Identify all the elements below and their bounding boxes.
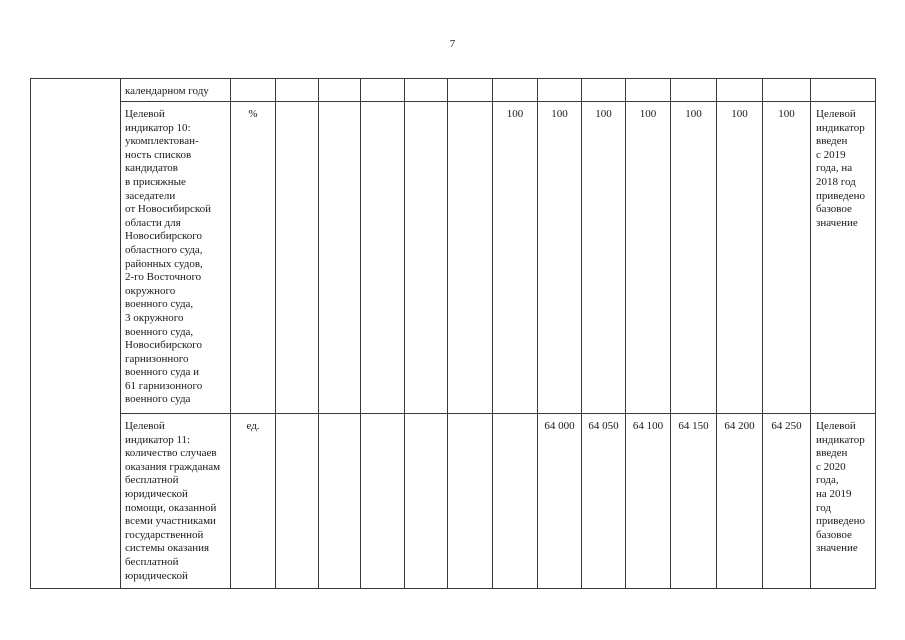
- value-cell: 64 250: [763, 414, 811, 589]
- empty-cell: [763, 79, 811, 102]
- empty-cell: [448, 79, 493, 102]
- indicator-description: календарном году: [121, 79, 231, 102]
- empty-cell: [671, 79, 717, 102]
- merged-section-cell: [31, 79, 121, 589]
- value-cell: 64 200: [717, 414, 763, 589]
- value-cell: 100: [626, 102, 671, 414]
- empty-cell: [405, 414, 448, 589]
- empty-cell: [538, 79, 582, 102]
- empty-cell: [448, 414, 493, 589]
- empty-cell: [405, 102, 448, 414]
- empty-cell: [319, 79, 361, 102]
- empty-cell: [582, 79, 626, 102]
- value-cell: 64 100: [626, 414, 671, 589]
- indicator-description: Целевой индикатор 11: количество случаев оказания гражданам бесплатной юридической помощи, оказанной всеми участниками государственной системы оказания бесплатной юридической: [121, 414, 231, 589]
- empty-cell: [319, 102, 361, 414]
- value-cell: 100: [538, 102, 582, 414]
- empty-cell: [319, 414, 361, 589]
- value-cell: 64 050: [582, 414, 626, 589]
- value-cell: 100: [763, 102, 811, 414]
- empty-cell: [493, 414, 538, 589]
- empty-cell: [276, 102, 319, 414]
- empty-cell: [405, 79, 448, 102]
- value-cell: 100: [671, 102, 717, 414]
- value-cell: 64 150: [671, 414, 717, 589]
- empty-cell: [361, 79, 405, 102]
- empty-cell: [626, 79, 671, 102]
- table-row-calendar-year: [31, 79, 876, 102]
- empty-cell: [276, 79, 319, 102]
- empty-cell: [361, 102, 405, 414]
- note-cell: Целевой индикатор введен с 2020 года, на 2019 год приведено базовое значение: [811, 414, 876, 589]
- empty-cell: [717, 79, 763, 102]
- empty-cell: [493, 79, 538, 102]
- unit-cell: ед.: [231, 414, 276, 589]
- empty-cell: [276, 414, 319, 589]
- empty-cell: [231, 79, 276, 102]
- note-cell: Целевой индикатор введен с 2019 года, на 2018 год приведено базовое значение: [811, 102, 876, 414]
- table-row-indicator-10: [31, 102, 876, 414]
- indicator-table: [30, 78, 876, 589]
- indicator-description: Целевой индикатор 10: укомплектован- ность списков кандидатов в присяжные заседатели от Новосибирской области для Новосибирского областного суда, районных судов, 2-го Восточного окружного военного суда, 3 окружного военного суда, Новосибирского гарнизонного военного суда и 61 гарнизонного военного суда: [121, 102, 231, 414]
- page-number: 7: [449, 38, 456, 50]
- table-row-indicator-11: [31, 414, 876, 589]
- value-cell: 64 000: [538, 414, 582, 589]
- unit-cell: %: [231, 102, 276, 414]
- empty-cell: [361, 414, 405, 589]
- value-cell: 100: [493, 102, 538, 414]
- value-cell: 100: [717, 102, 763, 414]
- empty-cell: [448, 102, 493, 414]
- empty-cell: [811, 79, 876, 102]
- value-cell: 100: [582, 102, 626, 414]
